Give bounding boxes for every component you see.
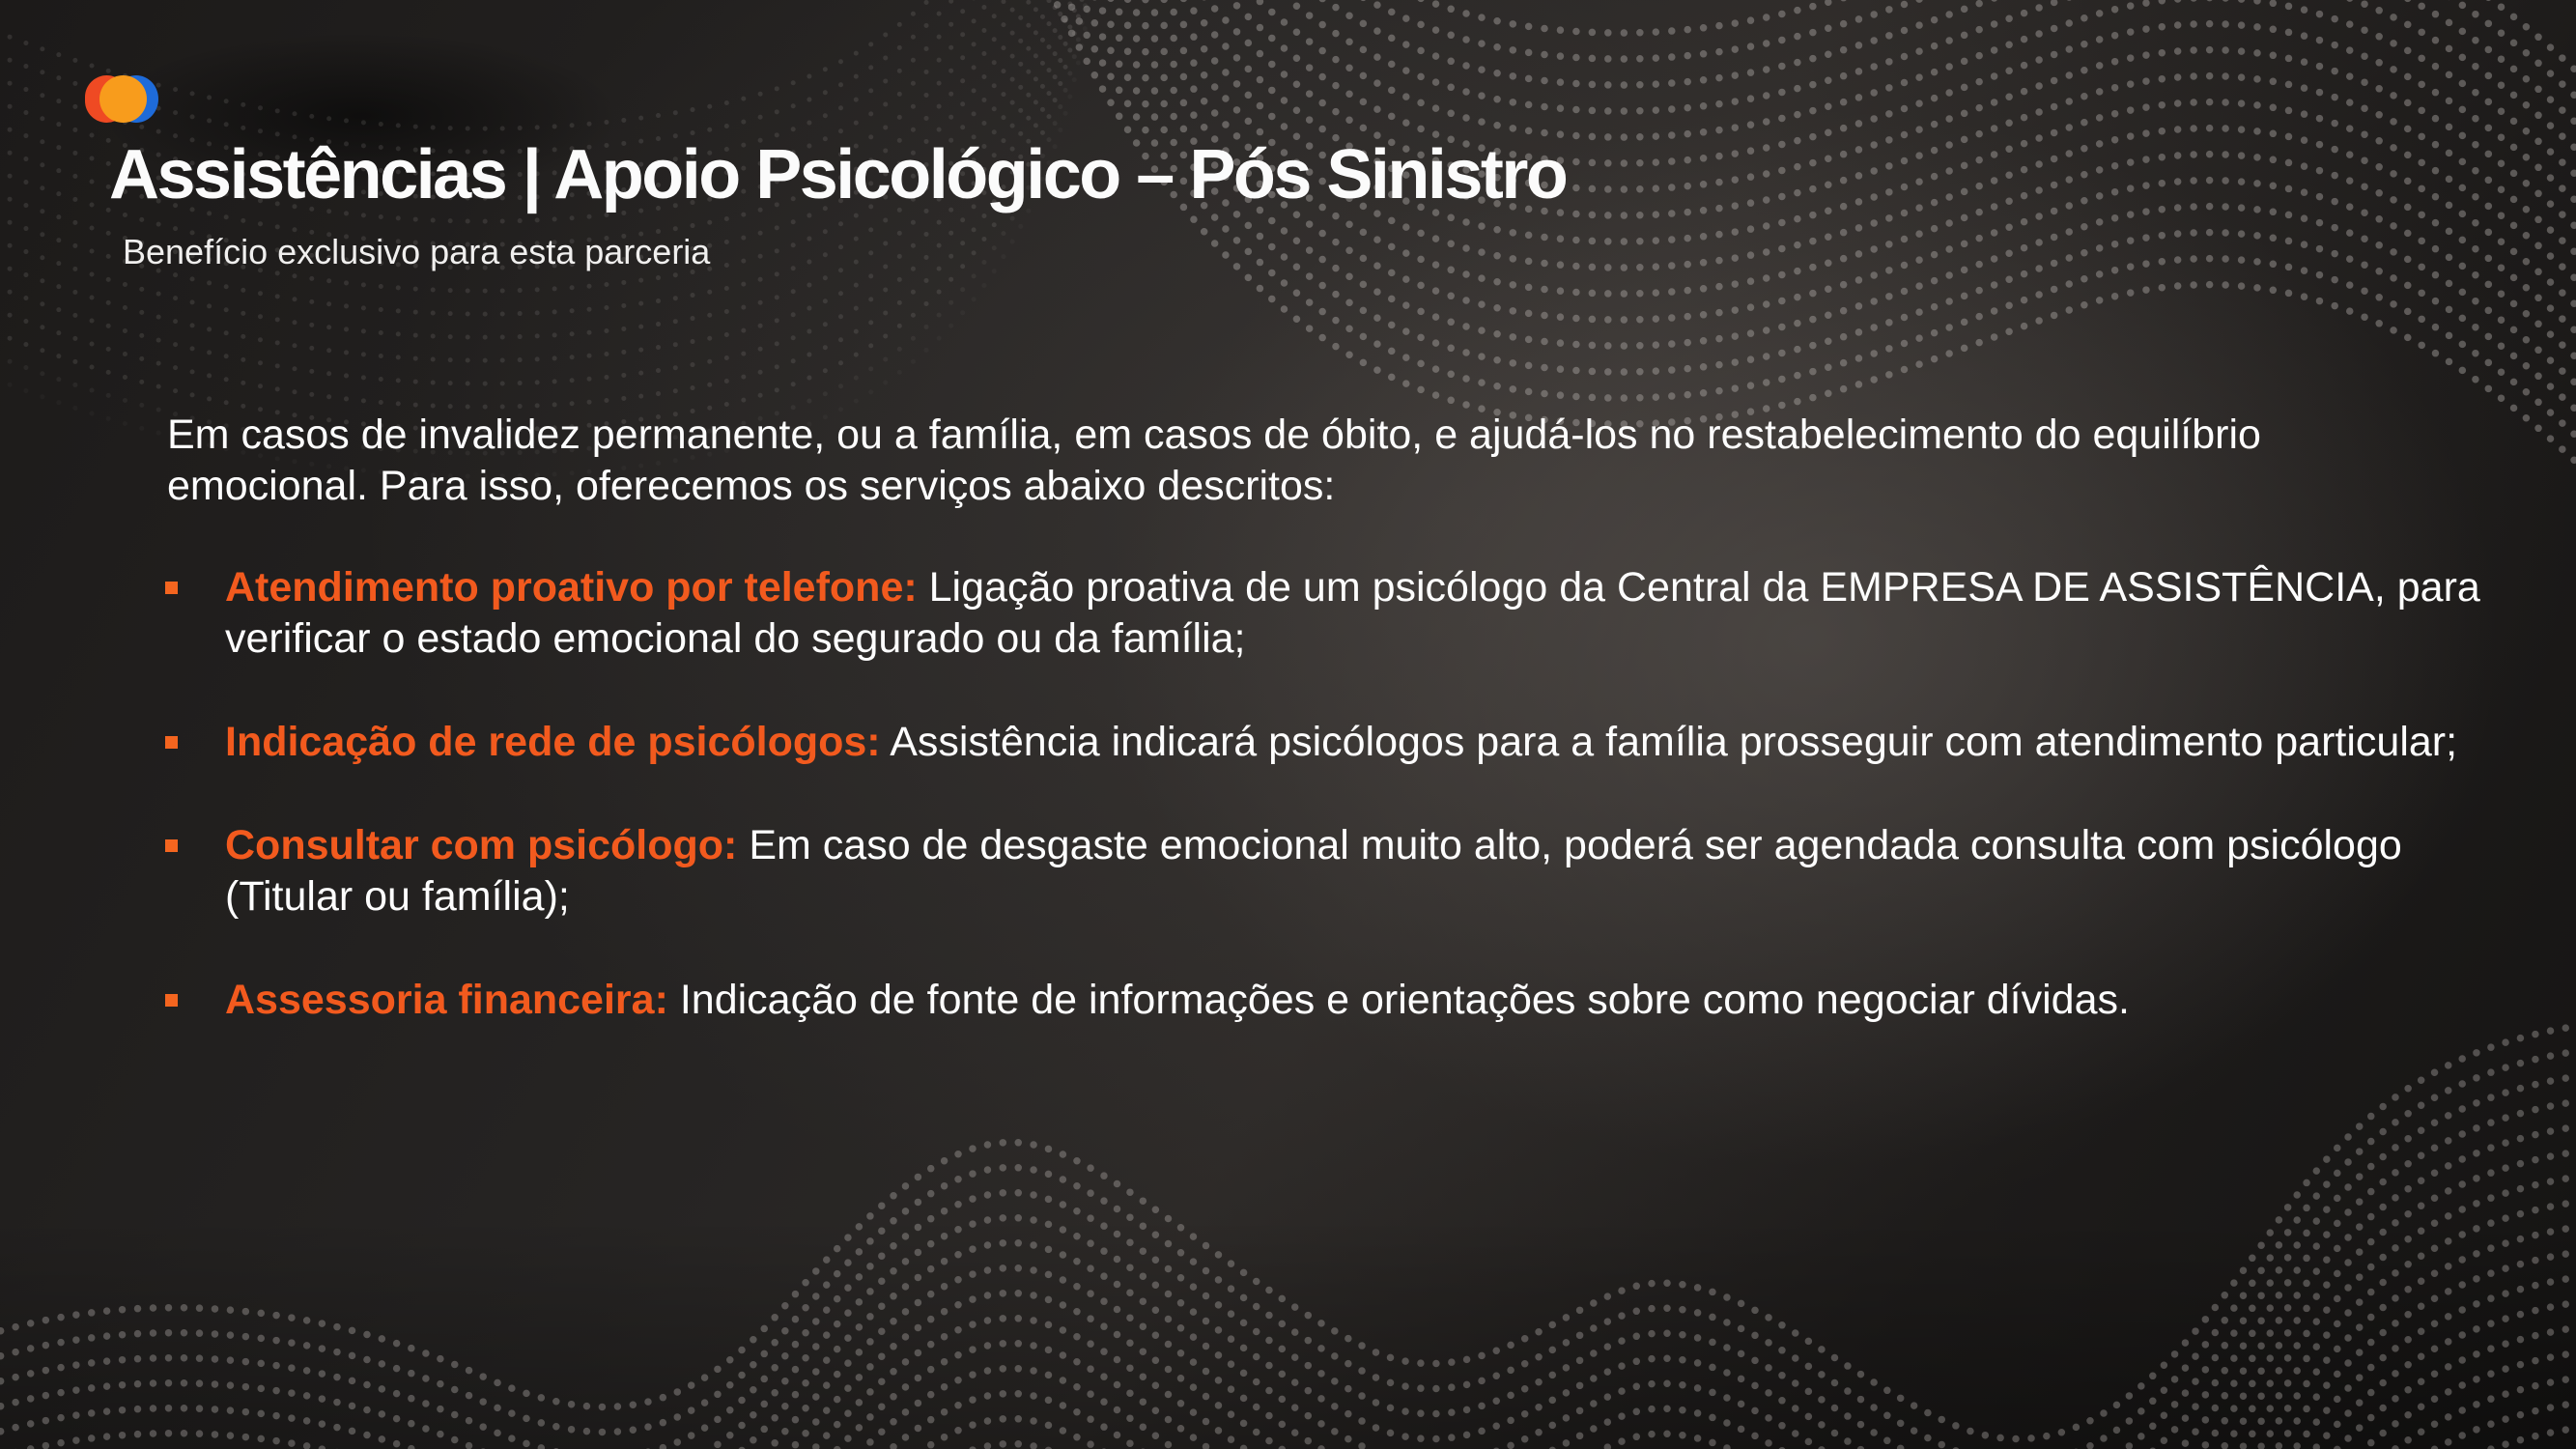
bullet-heading: Indicação de rede de psicólogos: [225, 719, 881, 765]
bullet-list [167, 562, 2495, 1026]
bullet-marker [165, 582, 178, 594]
page-title: Assistências | Apoio Psicológico – Pós Sinistro [109, 136, 1567, 213]
logo-orange-circle [99, 75, 147, 123]
list-item [225, 717, 2495, 768]
bullet-heading: Consultar com psicólogo: [225, 822, 738, 868]
bullet-heading: Atendimento proativo por telefone: [225, 564, 918, 611]
bullet-text: Em caso de desgaste emocional muito alto, poderá ser agendada consulta com psicólogo (Titular ou família); [225, 822, 2402, 920]
bullet-marker [165, 994, 178, 1007]
bottom-dot-waves [0, 1022, 2576, 1449]
bullet-heading: Assessoria financeira: [225, 977, 668, 1023]
bullet-text: Ligação proativa de um psicólogo da Central da EMPRESA DE ASSISTÊNCIA, para verificar o estado emocional do segurado ou da família; [225, 564, 2480, 662]
bullet-marker [165, 839, 178, 852]
page-subtitle: Benefício exclusivo para esta parceria [123, 232, 711, 271]
brand-logo [85, 75, 158, 124]
list-item [225, 562, 2495, 665]
list-item [225, 820, 2495, 923]
bullet-text: Assistência indicará psicólogos para a família prosseguir com atendimento particular; [890, 719, 2458, 765]
bullet-marker [165, 736, 178, 749]
slide-content [167, 410, 2495, 1026]
bullet-text: Indicação de fonte de informações e orientações sobre como negociar dívidas. [679, 977, 2130, 1023]
list-item [225, 975, 2495, 1026]
intro-paragraph: Em casos de invalidez permanente, ou a família, em casos de óbito, e ajudá-los no restabelecimento do equilíbrio emocional. Para isso, oferecemos os serviços abaixo descritos: [167, 412, 2261, 509]
